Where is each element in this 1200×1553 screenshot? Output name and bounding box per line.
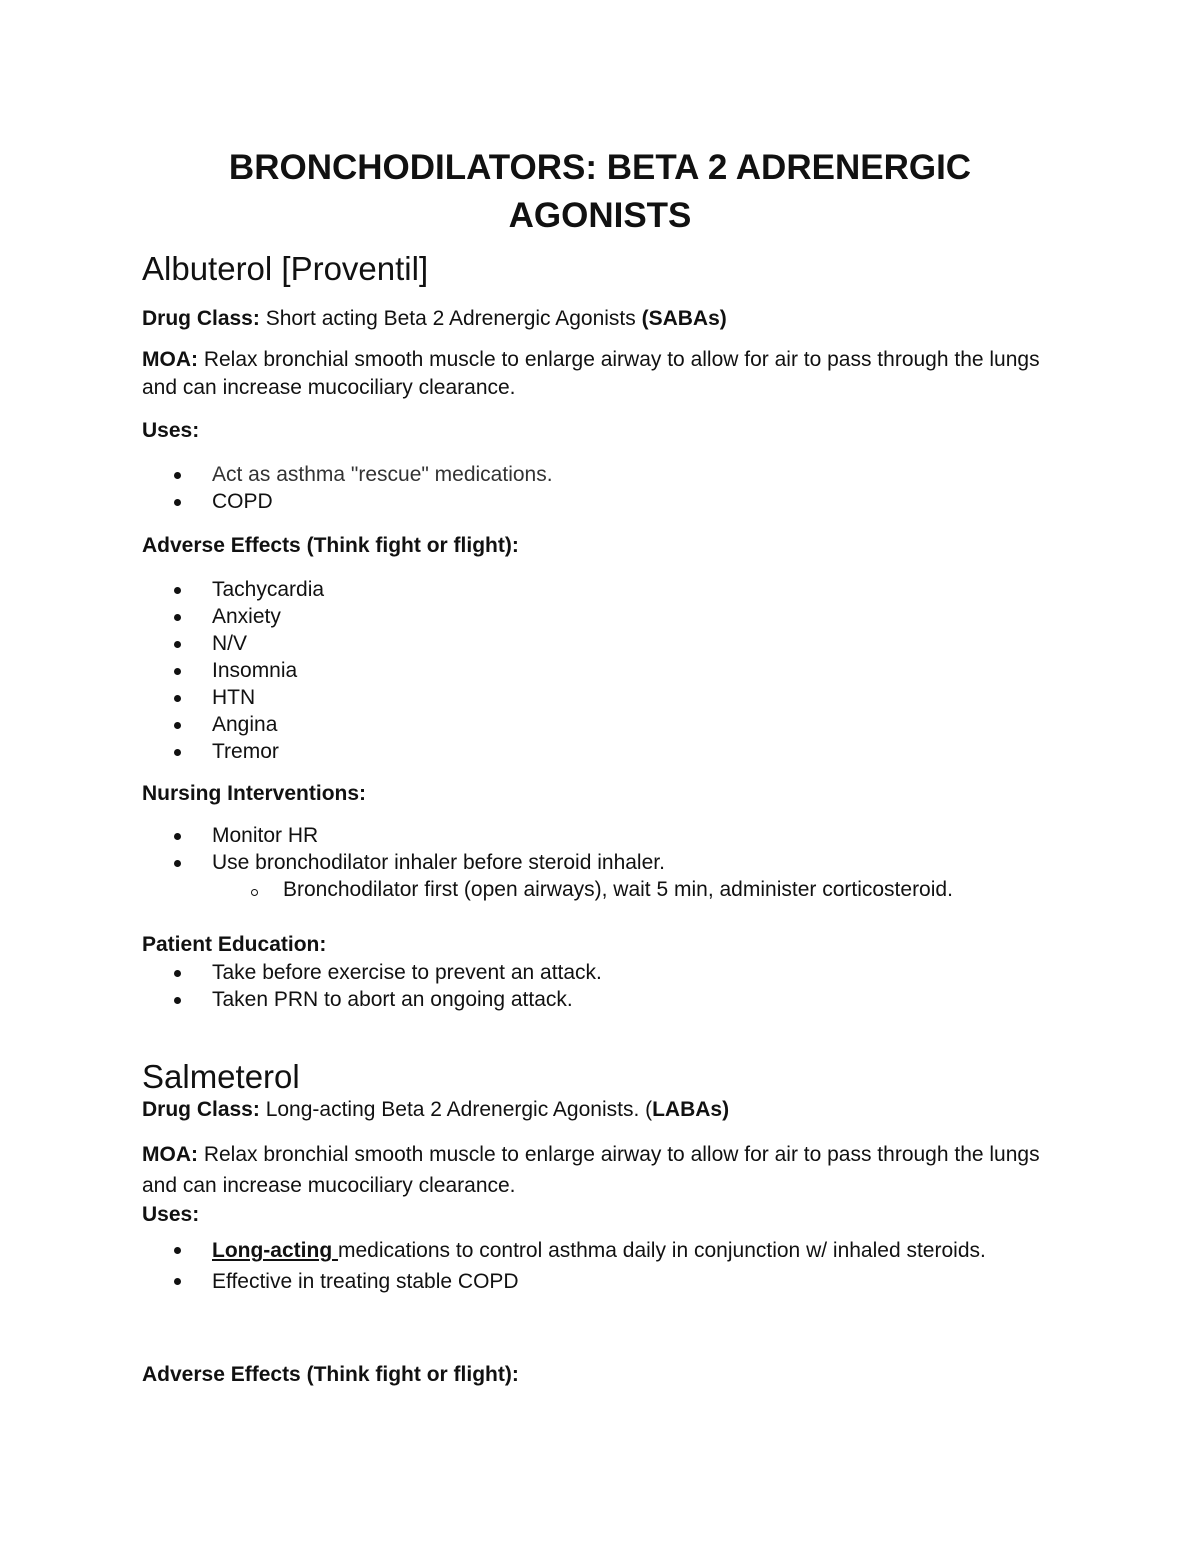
salmeterol-uses-label: Uses: bbox=[142, 1203, 200, 1226]
list-item: Insomnia bbox=[142, 657, 1042, 684]
list-item: Anxiety bbox=[142, 603, 1042, 630]
drug-class-label: Drug Class: bbox=[142, 307, 260, 330]
bullet-icon bbox=[174, 722, 181, 729]
bullet-icon bbox=[174, 997, 181, 1004]
title-line-2: AGONISTS bbox=[508, 196, 692, 235]
bullet-icon bbox=[174, 614, 181, 621]
list-item: Take before exercise to prevent an attack. bbox=[142, 959, 1042, 986]
list-item: Tachycardia bbox=[142, 576, 1042, 603]
albuterol-education-label: Patient Education: bbox=[142, 933, 327, 956]
salmeterol-drug-class bbox=[142, 1096, 1062, 1124]
moa-label: MOA: bbox=[142, 348, 198, 371]
moa-text: Relax bronchial smooth muscle to enlarge airway to allow for air to pass through the lungs and can increase mucociliary clearance. bbox=[142, 1143, 1040, 1197]
bullet-icon bbox=[174, 1278, 181, 1285]
bullet-icon bbox=[174, 668, 181, 675]
bullet-icon bbox=[174, 499, 181, 506]
document-title bbox=[0, 144, 1200, 240]
drug-class-text: Short acting Beta 2 Adrenergic Agonists bbox=[259, 307, 642, 330]
list-item: COPD bbox=[142, 488, 1042, 515]
albuterol-moa bbox=[142, 346, 1062, 402]
list-item: Monitor HR bbox=[142, 822, 1042, 849]
drug-class-label: Drug Class: bbox=[142, 1098, 260, 1121]
list-item: Long-acting medications to control asthma daily in conjunction w/ inhaled steroids. bbox=[142, 1235, 1042, 1266]
list-item: Taken PRN to abort an ongoing attack. bbox=[142, 986, 1042, 1013]
albuterol-adverse-list bbox=[142, 576, 1042, 765]
moa-text: Relax bronchial smooth muscle to enlarge airway to allow for air to pass through the lungs and can increase mucociliary clearance. bbox=[142, 348, 1040, 399]
drug-class-abbr: LABAs) bbox=[652, 1098, 730, 1121]
list-item: Act as asthma "rescue" medications. bbox=[142, 461, 1042, 488]
bullet-icon bbox=[174, 833, 181, 840]
bullet-icon bbox=[174, 860, 181, 867]
albuterol-education-list bbox=[142, 959, 1042, 1013]
salmeterol-uses-list bbox=[142, 1235, 1042, 1297]
bullet-icon bbox=[174, 749, 181, 756]
list-item: Effective in treating stable COPD bbox=[142, 1266, 1042, 1297]
long-acting-emphasis: Long-acting bbox=[212, 1239, 338, 1262]
list-item: HTN bbox=[142, 684, 1042, 711]
bullet-icon bbox=[174, 695, 181, 702]
bullet-icon bbox=[174, 1247, 181, 1254]
albuterol-uses-list bbox=[142, 461, 1042, 515]
title-line-1: BRONCHODILATORS: BETA 2 ADRENERGIC bbox=[228, 148, 972, 187]
bullet-icon bbox=[174, 970, 181, 977]
salmeterol-moa bbox=[142, 1139, 1062, 1201]
drug-class-text: Long-acting Beta 2 Adrenergic Agonists. ( bbox=[259, 1098, 653, 1121]
moa-label: MOA: bbox=[142, 1143, 198, 1166]
salmeterol-adverse-label: Adverse Effects (Think fight or flight): bbox=[142, 1363, 519, 1386]
sub-list-item: Bronchodilator first (open airways), wait 5 min, administer corticosteroid. bbox=[212, 876, 1042, 903]
albuterol-nursing-label: Nursing Interventions: bbox=[142, 782, 367, 805]
list-item: N/V bbox=[142, 630, 1042, 657]
list-item: Angina bbox=[142, 711, 1042, 738]
salmeterol-heading: Salmeterol bbox=[142, 1058, 300, 1095]
drug-class-abbr: (SABAs) bbox=[641, 307, 727, 330]
nursing-sub-list bbox=[212, 876, 1042, 903]
list-item: Tremor bbox=[142, 738, 1042, 765]
circle-bullet-icon bbox=[251, 889, 258, 896]
bullet-icon bbox=[174, 587, 181, 594]
albuterol-nursing-list bbox=[142, 822, 1042, 903]
albuterol-heading: Albuterol [Proventil] bbox=[142, 250, 429, 287]
albuterol-uses-label: Uses: bbox=[142, 419, 200, 442]
list-item: Use bronchodilator inhaler before steroid inhaler. Bronchodilator first (open airways), wait 5 min, administer corticosteroid. bbox=[142, 849, 1042, 903]
albuterol-drug-class bbox=[142, 305, 1062, 333]
albuterol-adverse-label: Adverse Effects (Think fight or flight): bbox=[142, 534, 519, 557]
bullet-icon bbox=[174, 472, 181, 479]
bullet-icon bbox=[174, 641, 181, 648]
